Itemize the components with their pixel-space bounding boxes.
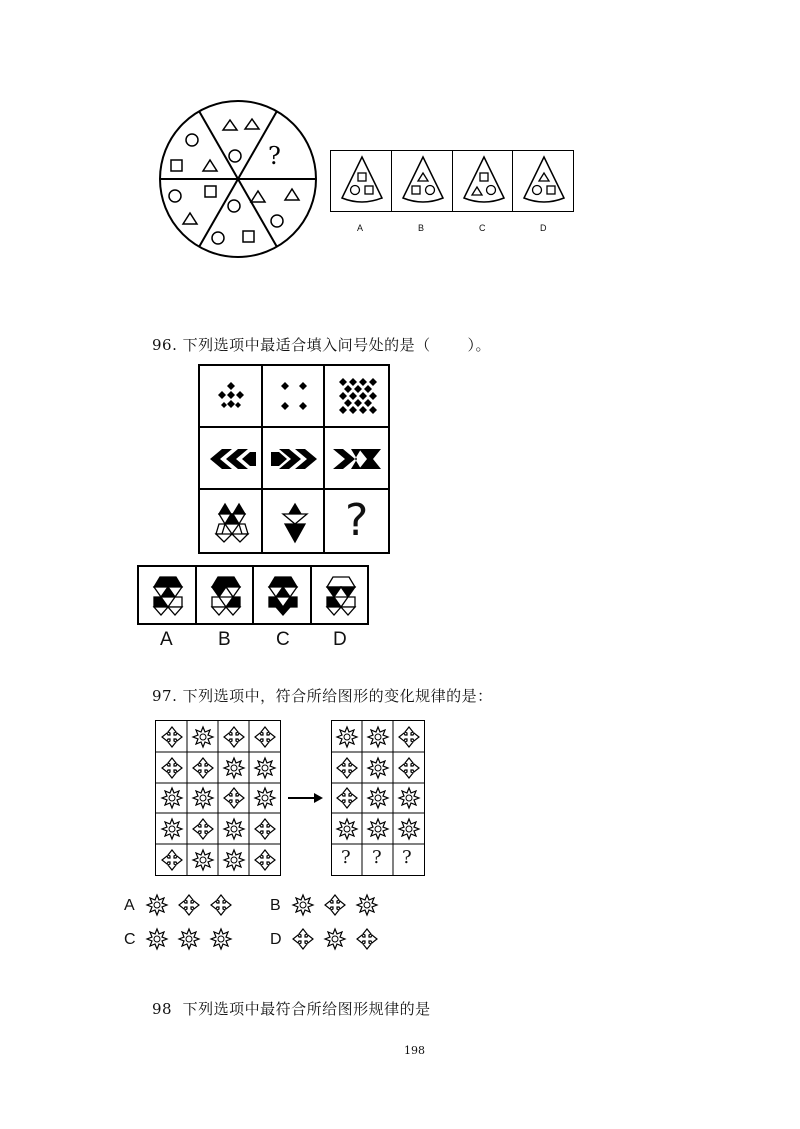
hexagon-figure-d: [324, 575, 358, 617]
hexagon-figure-c: [266, 575, 300, 617]
triangle-cluster-figure: [214, 500, 250, 544]
q97-question-mark-1: ?: [341, 847, 351, 868]
q96-options-strip: [137, 565, 369, 625]
q97-option-label-a[interactable]: A: [124, 897, 135, 914]
q96-option-label-a: A: [160, 629, 173, 650]
q95-option-label-d: D: [540, 223, 547, 233]
q96-cell-8: [263, 490, 326, 552]
right-chevrons-figure: [269, 446, 321, 472]
cone-figure-a: [337, 154, 387, 208]
q95-option-cell-d[interactable]: [513, 151, 573, 211]
q96-title: 96. 下列选项中最适合填入问号处的是（ ）。: [152, 336, 492, 354]
q97-question-mark-3: ?: [402, 847, 412, 868]
q97-option-b-figures[interactable]: [292, 893, 382, 917]
page-number: 198: [404, 1044, 425, 1057]
q97-option-label-c[interactable]: C: [124, 931, 136, 948]
q97-option-a-figures[interactable]: [146, 893, 236, 917]
q96-option-label-d: D: [333, 629, 347, 650]
q98-title: 98 下列选项中最符合所给图形规律的是: [152, 1000, 431, 1018]
wheel-question-mark: ?: [268, 142, 281, 170]
diamond-lattice-figure: [335, 374, 379, 418]
q95-option-cell-c[interactable]: [453, 151, 514, 211]
q96-option-label-c: C: [276, 629, 290, 650]
q97-left-grid: [155, 720, 281, 876]
q95-option-label-a: A: [357, 223, 364, 233]
wheel-puzzle: [150, 100, 330, 260]
right-arrow-icon: [288, 791, 324, 805]
diamond-cross-figure: [210, 376, 252, 418]
q95-option-cell-b[interactable]: [392, 151, 453, 211]
q96-option-cell-a[interactable]: [139, 567, 197, 623]
mixed-chevrons-figure: [331, 446, 383, 472]
cone-figure-c: [459, 154, 509, 208]
q96-cell-3: [325, 366, 388, 428]
hexagon-figure-a: [151, 575, 185, 617]
q97-question-mark-2: ?: [372, 847, 382, 868]
q96-cell-2: [263, 366, 326, 428]
q96-cell-4: [200, 428, 263, 490]
q96-cell-7: [200, 490, 263, 552]
cone-figure-b: [398, 154, 448, 208]
cone-figure-d: [519, 154, 569, 208]
q96-cell-question: [325, 490, 388, 552]
q96-option-cell-d[interactable]: [312, 567, 368, 623]
q95-option-label-b: B: [418, 223, 425, 233]
inverted-triangle-figure: [277, 502, 313, 544]
q97-option-label-d[interactable]: D: [270, 931, 282, 948]
q96-cell-5: [263, 428, 326, 490]
q96-cell-1: [200, 366, 263, 428]
q96-option-label-b: B: [218, 629, 231, 650]
left-chevrons-figure: [206, 446, 258, 472]
q97-option-label-b[interactable]: B: [270, 897, 281, 914]
q95-options-strip: [330, 150, 574, 212]
q96-grid: [198, 364, 390, 554]
hexagon-figure-b: [209, 575, 243, 617]
q95-option-label-c: C: [479, 223, 486, 233]
q95-option-cell-a[interactable]: [331, 151, 392, 211]
q97-option-c-figures[interactable]: [146, 927, 236, 951]
four-diamonds-figure: [273, 376, 315, 418]
q96-question-mark: ?: [344, 495, 369, 546]
q97-right-grid: [331, 720, 425, 876]
q97-title: 97. 下列选项中，符合所给图形的变化规律的是：: [152, 687, 493, 705]
q96-cell-6: [325, 428, 388, 490]
q96-option-cell-b[interactable]: [197, 567, 255, 623]
q97-left-grid-figure: [156, 721, 280, 875]
q97-option-d-figures[interactable]: [292, 927, 382, 951]
q96-option-cell-c[interactable]: [254, 567, 312, 623]
